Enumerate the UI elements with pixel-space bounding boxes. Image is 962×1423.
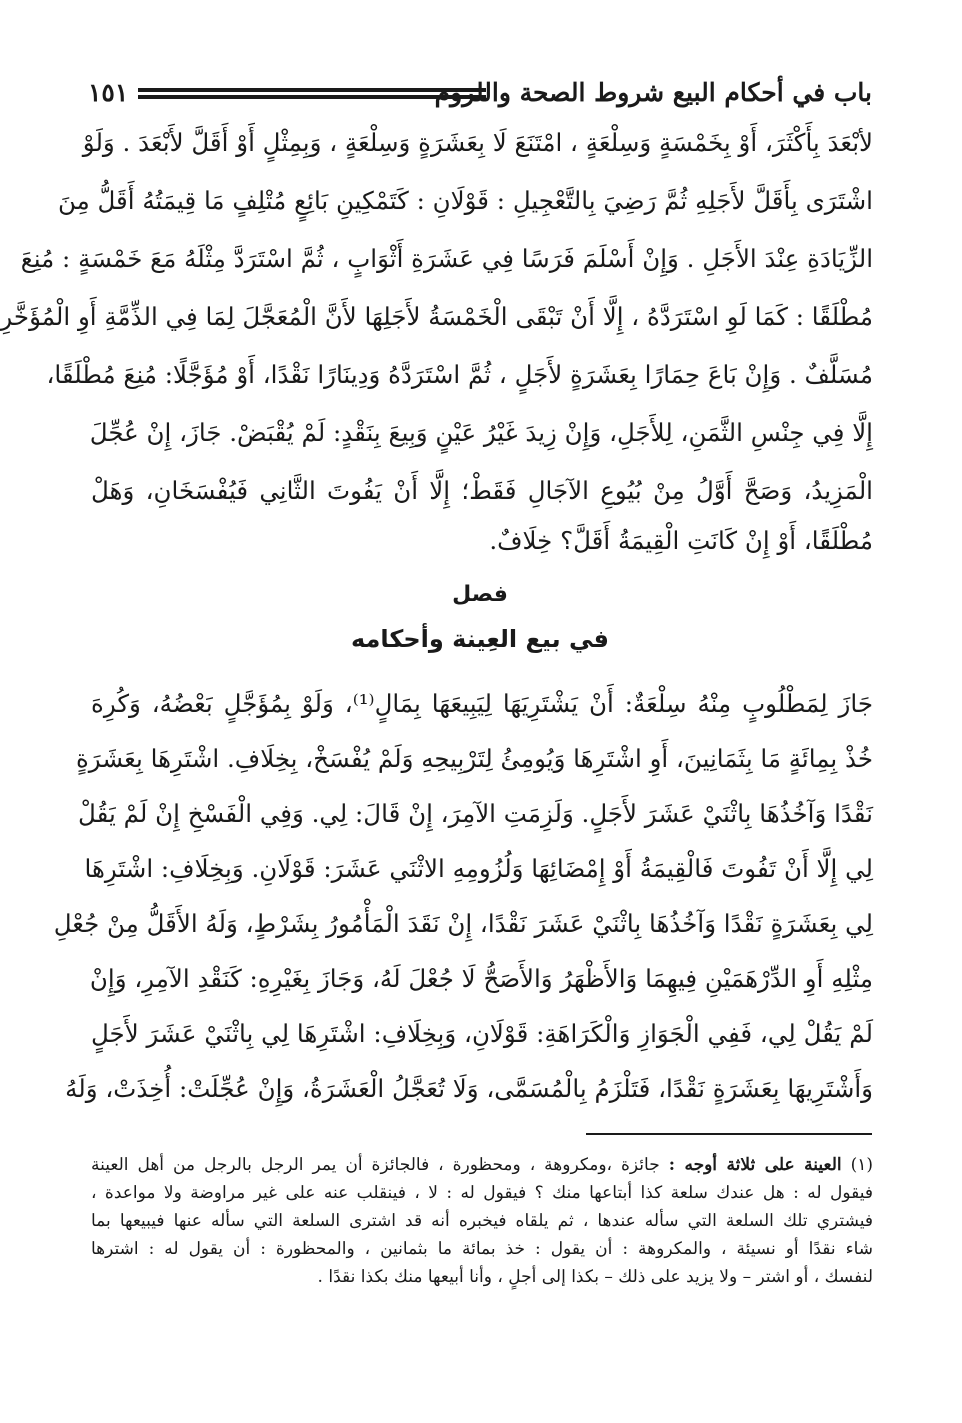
body-line: اشْتَرَى بِأَقَلَّ لأَجَلِهِ ثُمَّ رَضِيَ بِالتَّعْجِيلِ : قَوْلَانِ : كَتَمْكِينِ بَائِعٍ مُتْلِفٍ مَا قِيمَتُهُ أَقَلُّ مِنَ (57, 186, 873, 215)
section-line: لَمْ يَقُلْ لِي، فَفِي الْجَوَازِ وَالْكَرَاهَةِ: قَوْلَانِ، وَبِخِلَافِ: اشْتَرِهَا لِي بِاثْنَيْ عَشَرَ لأَجَلٍ (91, 1019, 873, 1048)
section-line: خُذْ بِمِائَةٍ مَا بِثَمَانِينَ، أَوِ اشْتَرِهَا وَيُومِئُ لِتَرْبِيحِهِ وَلَمْ يُفْسَخْ، بِخِلَافِ. اشْتَرِهَا بِعَشَرَةٍ (75, 744, 873, 773)
body-line: مُطْلَقًا : كَمَا لَوِ اسْتَرَدَّهُ ، إِلَّا أَنْ تَبْقَى الْخَمْسَةُ لأَجَلِهَا لأَنَّ الْمُعَجَّلَ لِمَا فِي الذِّمَّةِ أَوِ الْمُؤَخَّرِ (0, 302, 873, 331)
footnote-line: فيقول له : هل عندك سلعة كذا أبتاعها منك ؟ فيقول له : لا ، فينقلب عنه على غير مراوضة ولا مواعدة ، (91, 1183, 873, 1203)
footnote-line: شاء نقدًا أو نسيئة ، والمكروهة : أن يقول : خذ بمائة ما بثمانين ، والمحظورة : أن يقول له : اشترها (91, 1239, 873, 1259)
footnote-line: لنفسك ، أو اشتر – ولا يزيد على ذلك – بكذا إلى أجلٍ ، وأنا أبيعها منك بكذا نقدًا . (317, 1267, 873, 1287)
section-subheading: في بيع العِينة وأحكامه (350, 625, 610, 653)
chapter-title: باب في أحكام البيع شروط الصحة واللزوم (434, 78, 872, 107)
section-line: وَأَشْتَرِيهَا بِعَشَرَةٍ نَقْدًا، فَتَلْزَمُ بِالْمُسَمَّى، وَلَا تُعَجَّلُ الْعَشَرَةُ، وَإِنْ عُجِّلَتْ: أُخِذَتْ، وَلَهُ (65, 1074, 873, 1103)
running-header (88, 74, 872, 114)
page-number: ١٥١ (88, 78, 129, 107)
body-line: مُطْلَقًا، أَوْ إِنْ كَانَتِ الْقِيمَةُ أَقَلَّ؟ خِلَافٌ. (489, 526, 873, 555)
section-line: جَازَ لِمَطْلُوبٍ مِنْهُ سِلْعَةٌ: أَنْ يَشْتَرِيَهَا لِيَبِيعَهَا بِمَالٍ⁽¹⁾، وَلَوْ بِمُؤَجَّلٍ بَعْضُهُ، وَكُرِهَ (91, 689, 873, 718)
body-line: إِلَّا فِي جِنْسِ الثَّمَنِ، لِلأَجَلِ، وَإِنْ زِيدَ غَيْرُ عَيْنٍ وَبِيعَ بِنَقْدٍ: لَمْ يُقْبَضْ. جَازَ، إِنْ عُجِّلَ (89, 418, 873, 447)
section-line: مِثْلِهِ أَوِ الدِّرْهَمَيْنِ فِيهِمَا وَالأَظْهَرُ وَالأَصَحُّ لَا جُعْلَ لَهُ، وَجَازَ بِغَيْرِهِ: كَنَقْدِ الآمِرِ، وَإِنْ (89, 964, 873, 993)
footnote-line (91, 1152, 873, 1179)
section-line: نَقْدًا وَآخُذُهَا بِاثْنَيْ عَشَرَ لأَجَلٍ. وَلَزِمَتِ الآمِرَ، إِنْ قَالَ: لِي. وَفِي الْفَسْخِ إِنْ لَمْ يَقُلْ (78, 799, 873, 828)
section-line: لِي إِلَّا أَنْ تَفُوتَ فَالْقِيمَةُ أَوْ إِمْضَائِهَا وَلُزُومِهِ الاثْنَي عَشَرَ: قَوْلَانِ. وَبِخِلَافِ: اشْتَرِهَا (84, 854, 873, 883)
footnote-text: جائزة ،ومكروهة ، ومحظورة ، فالجائزة أن يمر الرجل بالرجل من أهل العينة (91, 1155, 660, 1175)
body-line: مُسَلَّفٌ . وَإِنْ بَاعَ حِمَارًا بِعَشَرَةٍ لأَجَلٍ ، ثُمَّ اسْتَرَدَّهُ وَدِينَارًا نَقْدًا، أَوْ مُؤَجَّلًا: مُنِعَ مُطْلَقًا، (46, 360, 873, 389)
footnote-line: فيشتري تلك السلعة التي سأله عندها ، ثم يلقاه فيخبره أنه قد اشترى السلعة التي سأله عنها فيبيعها بما (91, 1211, 873, 1231)
footnote-marker: (١) (850, 1155, 874, 1175)
section-line: لِي بِعَشَرَةٍ نَقْدًا وَآخُذُهَا بِاثْنَيْ عَشَرَ نَقْدًا، إِنْ نَقَدَ الْمَأْمُورُ بِشَرْطٍ، وَلَهُ الأَقَلُّ مِنْ جُعْلِ (53, 909, 873, 938)
footnote-rule (586, 1133, 872, 1135)
footnote-lead: العينة على ثلاثة أوجه : (668, 1155, 842, 1175)
body-line: الزِّيَادَةِ عِنْدَ الأَجَلِ . وَإِنْ أَسْلَمَ فَرَسًا فِي عَشَرَةِ أَثْوَابٍ ، ثُمَّ اسْتَرَدَّ مِثْلَهُ مَعَ خَمْسَةٍ : مُنِعَ (20, 244, 873, 273)
body-line: لأبْعَدَ بِأَكْثَرَ، أَوْ بِخَمْسَةٍ وَسِلْعَةٍ ، امْتَنَعَ لَا بِعَشَرَةٍ وَسِلْعَةٍ ، وَبِمِثْلٍ أَوْ أَقَلَّ لأَبْعَدَ . وَلَوْ (82, 128, 873, 157)
header-rule (138, 88, 486, 99)
body-line: الْمَزِيدُ، وَصَحَّ أَوَّلُ مِنْ بُيُوعِ الآجَالِ فَقَطْ؛ إِلَّا أَنْ يَفُوتَ الثَّانِي فَيُفْسَخَانِ، وَهَلْ (91, 476, 873, 505)
section-heading: فصل (452, 582, 508, 607)
